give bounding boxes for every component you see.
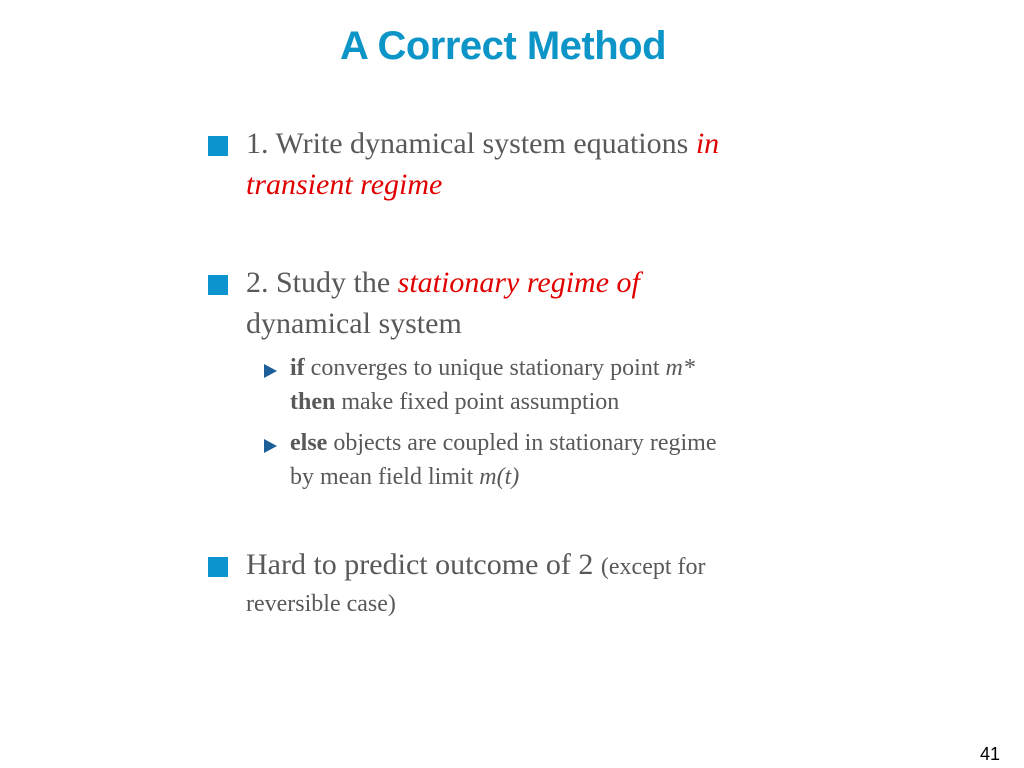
bullet-1-text: 1. Write dynamical system equations xyxy=(246,127,696,160)
bullet-square-icon xyxy=(208,275,228,295)
bullet-1-line-1 xyxy=(246,127,719,161)
keyword-else: else xyxy=(290,430,328,456)
bullet-3-aside: (except for xyxy=(600,554,706,580)
bullet-3-aside-continued: reversible case) xyxy=(246,591,396,617)
bullet-2-line-1 xyxy=(246,266,640,300)
page-number: 41 xyxy=(979,744,1000,764)
triangle-arrow-icon xyxy=(264,364,277,378)
triangle-arrow-icon xyxy=(264,439,277,453)
sub-bullet-2-text: objects are coupled in stationary regime xyxy=(327,430,717,456)
bullet-3-line-2 xyxy=(246,591,396,618)
bullet-1-line-2 xyxy=(246,168,442,202)
bullet-2-text-continued: dynamical system xyxy=(246,307,462,340)
bullet-2-line-2 xyxy=(246,307,462,341)
sub-bullet-1-text-continued: make fixed point assumption xyxy=(335,389,620,415)
bullet-square-icon xyxy=(208,136,228,156)
bullet-3-line-1 xyxy=(246,548,706,582)
bullet-3-text: Hard to predict outcome of 2 xyxy=(246,548,601,581)
variable-m-of-t: m(t) xyxy=(479,464,520,490)
sub-bullet-1-line-1 xyxy=(290,355,695,382)
slide-title: A Correct Method xyxy=(339,24,667,68)
sub-bullet-1-line-2 xyxy=(290,389,619,416)
sub-bullet-2-text-continued: by mean field limit xyxy=(290,464,480,490)
bullet-1-emphasis-continued: transient regime xyxy=(246,168,443,201)
variable-m-star: m* xyxy=(665,355,695,381)
sub-bullet-2-line-2 xyxy=(290,464,519,491)
bullet-2-text: 2. Study the xyxy=(246,266,398,299)
bullet-2-emphasis: stationary regime of xyxy=(397,266,640,299)
sub-bullet-1-text: converges to unique stationary point xyxy=(304,355,666,381)
keyword-if: if xyxy=(290,355,305,381)
bullet-1-emphasis: in xyxy=(695,127,720,160)
keyword-then: then xyxy=(290,389,336,415)
bullet-square-icon xyxy=(208,557,228,577)
sub-bullet-2-line-1 xyxy=(290,430,717,457)
